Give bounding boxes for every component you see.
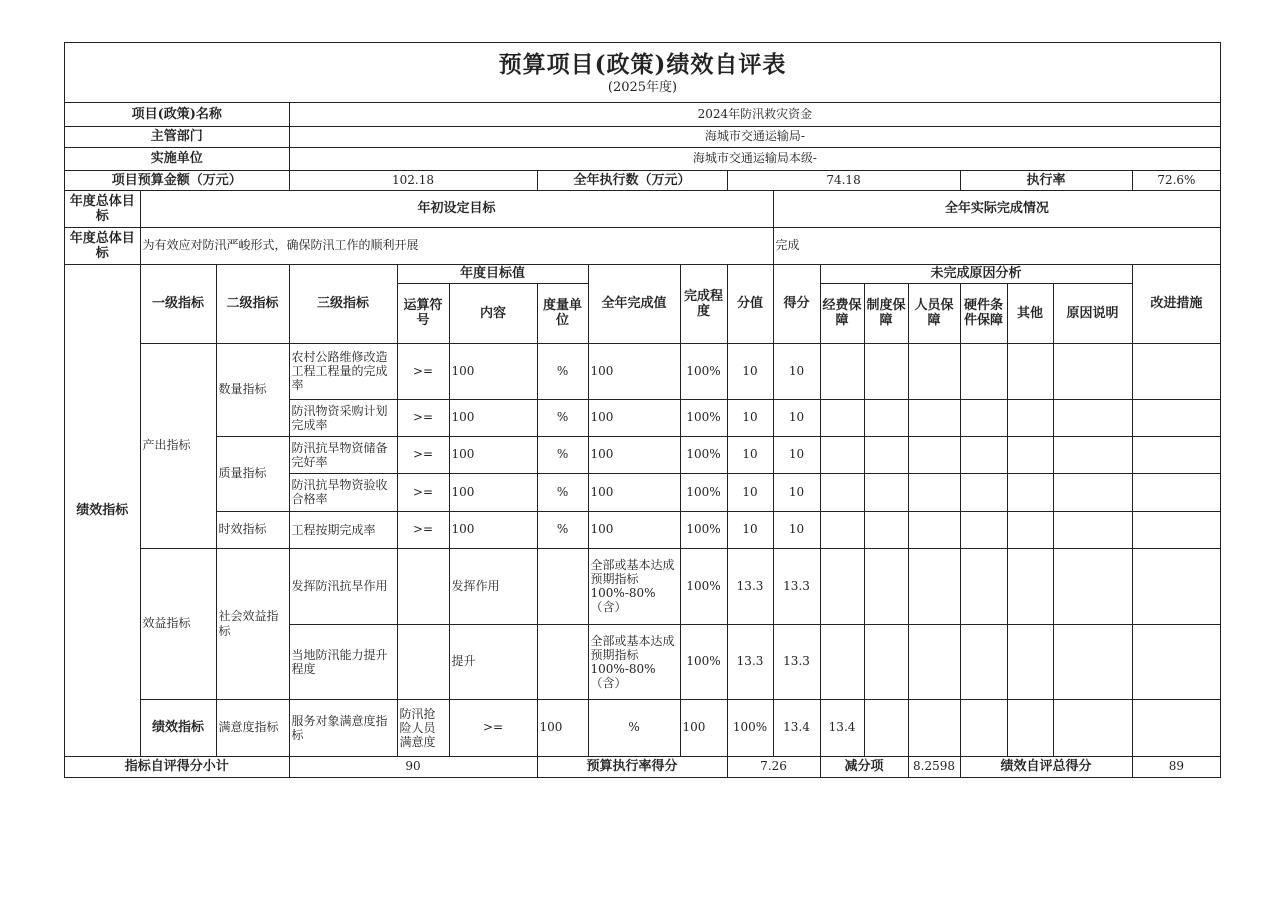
project-name-label: 项目(政策)名称 [65,103,289,126]
row-name: 防汛抗旱物资验收合格率 [289,473,397,511]
col-degree: 完成程度 [680,264,727,343]
row-degree: 100% [680,473,727,511]
empty-cell [820,436,864,473]
col-reason-funding: 经费保障 [820,283,864,343]
row-got: 13.3 [773,548,820,624]
row-actual: 100 [588,436,680,473]
empty-cell [908,343,960,399]
table-row [65,511,1220,548]
row-got: 10 [773,473,820,511]
empty-cell [1053,511,1132,548]
empty-cell [960,473,1007,511]
row-got: 10 [773,343,820,399]
row-actual: 全部或基本达成预期指标100%-80%（含） [588,548,680,624]
row-op: >= [397,473,449,511]
row-content: 100 [449,343,537,399]
empty-cell [820,399,864,436]
perf-indicator-label: 绩效指标 [65,264,140,756]
empty-cell [1053,399,1132,436]
row-content: 100 [449,473,537,511]
empty-cell [864,548,908,624]
row-name: 工程按期完成率 [289,511,397,548]
empty-cell [864,699,908,756]
l2-quality: 质量指标 [216,436,289,511]
col-got: 得分 [773,264,820,343]
row-content: 提升 [449,624,537,699]
row-score: 13.3 [727,624,773,699]
row-unit: % [537,436,588,473]
l1-benefit: 效益指标 [140,548,216,699]
empty-cell [820,548,864,624]
empty-cell [1132,699,1220,756]
empty-cell [1007,343,1053,399]
empty-cell [820,511,864,548]
empty-cell [1132,624,1220,699]
initial-goal-label: 年初设定目标 [140,190,773,227]
empty-cell [960,511,1007,548]
row-op [397,624,449,699]
empty-cell [820,624,864,699]
row-got: 13.4 [820,699,864,756]
initial-goal-text: 为有效应对防汛严峻形式，确保防汛工作的顺利开展 [140,227,773,264]
row-op: >= [397,511,449,548]
empty-cell [960,343,1007,399]
l1-satisfaction: 满意度指标 [216,699,289,756]
row-got: 10 [773,436,820,473]
empty-cell [1053,473,1132,511]
empty-cell [1132,343,1220,399]
row-score: 10 [727,343,773,399]
row-actual: 100 [680,699,727,756]
row-name: 防汛抗旱物资储备完好率 [289,436,397,473]
budget-label: 项目预算金额（万元） [65,170,289,190]
exec-label: 全年执行数（万元） [537,170,727,190]
empty-cell [960,548,1007,624]
total-label: 绩效自评总得分 [960,756,1132,777]
empty-cell [960,436,1007,473]
row-op: >= [397,399,449,436]
empty-cell [960,699,1007,756]
row-unit [65,147,1220,170]
row-score: 10 [727,473,773,511]
deduct-value: 8.2598 [908,756,960,777]
row-op: >= [397,343,449,399]
row-got: 10 [773,511,820,548]
empty-cell [1132,511,1220,548]
empty-cell [864,436,908,473]
year-subtitle: (2025年度) [607,80,678,95]
col-unit: 度量单位 [537,283,588,343]
row-actual: 100 [588,473,680,511]
exec-value: 74.18 [727,170,960,190]
row-score: 10 [727,399,773,436]
col-level1: 一级指标 [140,264,216,343]
exec-score-value: 7.26 [727,756,820,777]
table-row [65,343,1220,399]
empty-cell [864,511,908,548]
empty-cell [1007,548,1053,624]
self-evaluation-form [64,42,1221,778]
empty-cell [1132,473,1220,511]
empty-cell [908,624,960,699]
total-value: 89 [1132,756,1220,777]
col-improve: 改进措施 [1132,264,1220,343]
row-score: 10 [727,511,773,548]
empty-cell [1007,399,1053,436]
row-name: 发挥防汛抗旱作用 [289,548,397,624]
l1-output: 产出指标 [140,343,216,548]
empty-cell [1053,624,1132,699]
empty-cell [1007,436,1053,473]
col-target-group: 年度目标值 [397,264,588,283]
table-row [65,436,1220,473]
row-got: 13.3 [773,624,820,699]
row-actual: 100 [588,343,680,399]
project-name-value: 2024年防汛救灾资金 [289,103,1220,126]
col-reason-system: 制度保障 [864,283,908,343]
empty-cell [864,399,908,436]
row-name: 防汛抢险人员满意度 [397,699,449,756]
actual-goal-text: 完成 [773,227,1220,264]
row-dept [65,126,1220,147]
empty-cell [1053,343,1132,399]
empty-cell [960,624,1007,699]
l2-quantity: 数量指标 [216,343,289,436]
row-unit [537,624,588,699]
col-level3: 三级指标 [289,264,397,343]
subtotal-label: 指标自评得分小计 [65,756,289,777]
row-degree: 100% [680,436,727,473]
table-row [65,699,1220,756]
empty-cell [1132,399,1220,436]
row-unit: % [537,511,588,548]
dept-label: 主管部门 [65,126,289,147]
row-content: 100 [537,699,588,756]
col-level2: 二级指标 [216,264,289,343]
page-title: 预算项目(政策)绩效自评表 [498,51,787,78]
empty-cell [864,473,908,511]
row-op: >= [397,436,449,473]
empty-cell [1053,436,1132,473]
empty-cell [908,436,960,473]
empty-cell [1007,699,1053,756]
row-score: 13.4 [773,699,820,756]
rate-label: 执行率 [960,170,1132,190]
empty-cell [1007,473,1053,511]
row-unit: % [537,343,588,399]
l2-social: 社会效益指标 [216,548,289,699]
row-degree: 100% [680,399,727,436]
row-actual: 100 [588,511,680,548]
empty-cell [1007,624,1053,699]
row-degree: 100% [680,511,727,548]
row-op: >= [449,699,537,756]
row-unit: % [537,399,588,436]
dept-value: 海城市交通运输局- [289,126,1220,147]
l2-time: 时效指标 [216,511,289,548]
col-actual: 全年完成值 [588,264,680,343]
row-op [397,548,449,624]
col-score: 分值 [727,264,773,343]
empty-cell [1053,699,1132,756]
row-degree: 100% [680,343,727,399]
row-actual: 全部或基本达成预期指标100%-80%（含） [588,624,680,699]
row-footer [65,756,1220,777]
row-name: 当地防汛能力提升程度 [289,624,397,699]
col-op: 运算符号 [397,283,449,343]
row-project-name [65,103,1220,126]
empty-cell [908,699,960,756]
row-degree: 100% [680,548,727,624]
unit-label: 实施单位 [65,147,289,170]
exec-score-label: 预算执行率得分 [537,756,727,777]
row-goal-header [65,190,1220,227]
empty-cell [1007,511,1053,548]
col-reason-hardware: 硬件条件保障 [960,283,1007,343]
empty-cell [1132,548,1220,624]
row-content: 发挥作用 [449,548,537,624]
row-goal-content [65,227,1220,264]
actual-goal-label: 全年实际完成情况 [773,190,1220,227]
row-degree: 100% [680,624,727,699]
row-content: 100 [449,399,537,436]
deduct-label: 减分项 [820,756,908,777]
row-unit [537,548,588,624]
evaluation-table [65,103,1220,777]
empty-cell [820,473,864,511]
col-reason-staff: 人员保障 [908,283,960,343]
row-content: 100 [449,511,537,548]
goal-label-2: 年度总体目标 [65,227,140,264]
empty-cell [908,399,960,436]
row-name: 农村公路维修改造工程工程量的完成率 [289,343,397,399]
row-actual: 100 [588,399,680,436]
empty-cell [908,548,960,624]
budget-value: 102.18 [289,170,537,190]
row-content: 100 [449,436,537,473]
row-unit: % [537,473,588,511]
empty-cell [960,399,1007,436]
rate-value: 72.6% [1132,170,1220,190]
table-row [65,548,1220,624]
perf-indicator-label-2: 绩效指标 [140,699,216,756]
col-reason-group: 未完成原因分析 [820,264,1132,283]
empty-cell [820,343,864,399]
row-name: 防汛物资采购计划完成率 [289,399,397,436]
empty-cell [864,624,908,699]
row-score: 13.3 [727,548,773,624]
row-budget [65,170,1220,190]
unit-value: 海城市交通运输局本级- [289,147,1220,170]
row-unit: % [588,699,680,756]
title-block [65,43,1220,103]
goal-label: 年度总体目标 [65,190,140,227]
empty-cell [864,343,908,399]
col-reason-note: 原因说明 [1053,283,1132,343]
row-score: 10 [727,436,773,473]
l2-service: 服务对象满意度指标 [289,699,397,756]
col-reason-other: 其他 [1007,283,1053,343]
empty-cell [1053,548,1132,624]
row-got: 10 [773,399,820,436]
row-degree: 100% [727,699,773,756]
col-content: 内容 [449,283,537,343]
empty-cell [908,473,960,511]
empty-cell [908,511,960,548]
subtotal-value: 90 [289,756,537,777]
empty-cell [1132,436,1220,473]
row-col-header-1 [65,264,1220,283]
